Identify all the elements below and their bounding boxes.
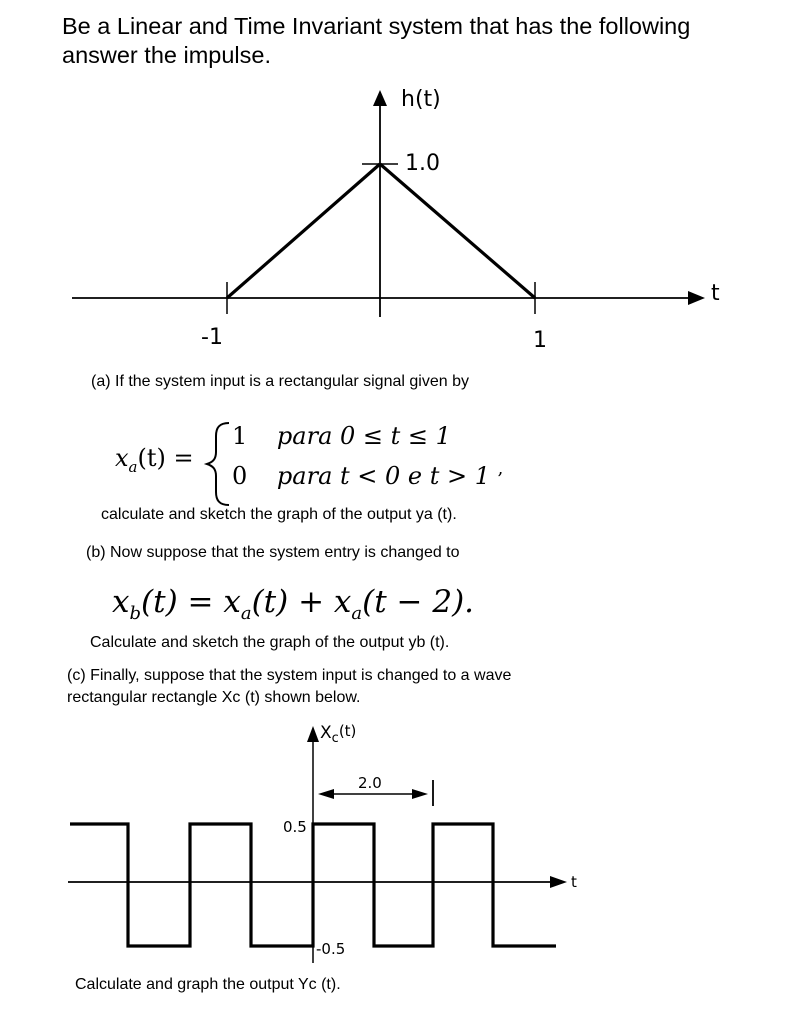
impulse-peak-label: 1.0 <box>405 151 440 176</box>
square-xlabel: t <box>571 873 577 891</box>
part-b-eq-sub-b: b <box>129 603 142 625</box>
part-a-intro: (a) If the system input is a rectangular signal given by <box>91 373 469 390</box>
impulse-tick-label-minus1: -1 <box>201 325 223 350</box>
part-a-case1-condition: para 0 ≤ t ≤ 1 <box>276 422 451 450</box>
part-a-lhs-sub: a <box>128 457 138 476</box>
part-a-case2-condition: para t < 0 e t > 1 <box>276 462 491 490</box>
part-b-eq-end: (t − 2). <box>362 584 475 620</box>
impulse-ylabel: h(t) <box>401 87 441 112</box>
period-arrow-left <box>318 789 334 799</box>
intro-line-2: answer the impulse. <box>62 42 271 68</box>
part-b-eq-sub-a2: a <box>351 603 363 625</box>
period-arrow-right <box>412 789 428 799</box>
part-a-case1-value: 1 <box>232 422 248 450</box>
square-low-label: -0.5 <box>316 940 346 958</box>
square-x-arrow <box>550 876 567 888</box>
square-high-label: 0.5 <box>283 818 307 836</box>
part-b-eq-mid2: (t) + x <box>251 584 352 620</box>
square-ylabel-sub: c <box>331 731 339 746</box>
part-b-task: Calculate and sketch the graph of the output yb (t). <box>90 634 450 651</box>
square-ylabel-tail: (t) <box>338 722 357 740</box>
part-b-eq-mid1: (t) = x <box>141 584 241 620</box>
part-a-task: calculate and sketch the graph of the output ya (t). <box>101 506 457 523</box>
square-period-label: 2.0 <box>358 774 382 792</box>
part-c-line-1: (c) Finally, suppose that the system input is changed to a wave <box>67 667 512 684</box>
part-a-lhs-x: x <box>115 444 129 472</box>
square-ylabel-main: X <box>320 723 332 743</box>
part-b-intro: (b) Now suppose that the system entry is changed to <box>86 544 460 561</box>
part-c-task: Calculate and graph the output Yc (t). <box>75 976 341 993</box>
intro-line-1: Be a Linear and Time Invariant system that has the following <box>62 13 691 39</box>
impulse-tick-label-plus1: 1 <box>533 328 547 353</box>
part-b-eq-sub-a1: a <box>240 603 252 625</box>
impulse-xlabel: t <box>711 281 720 306</box>
square-wave-signal <box>70 824 556 946</box>
square-y-arrow <box>307 726 319 742</box>
part-b-eq-x: x <box>112 584 130 620</box>
square-ylabel <box>320 722 356 746</box>
part-c-line-2: rectangular rectangle Xc (t) shown below. <box>67 689 361 706</box>
part-a-trailing-comma: , <box>497 458 504 479</box>
part-a-lhs-tail: (t) = <box>137 444 194 472</box>
part-a-case2-value: 0 <box>232 462 248 490</box>
